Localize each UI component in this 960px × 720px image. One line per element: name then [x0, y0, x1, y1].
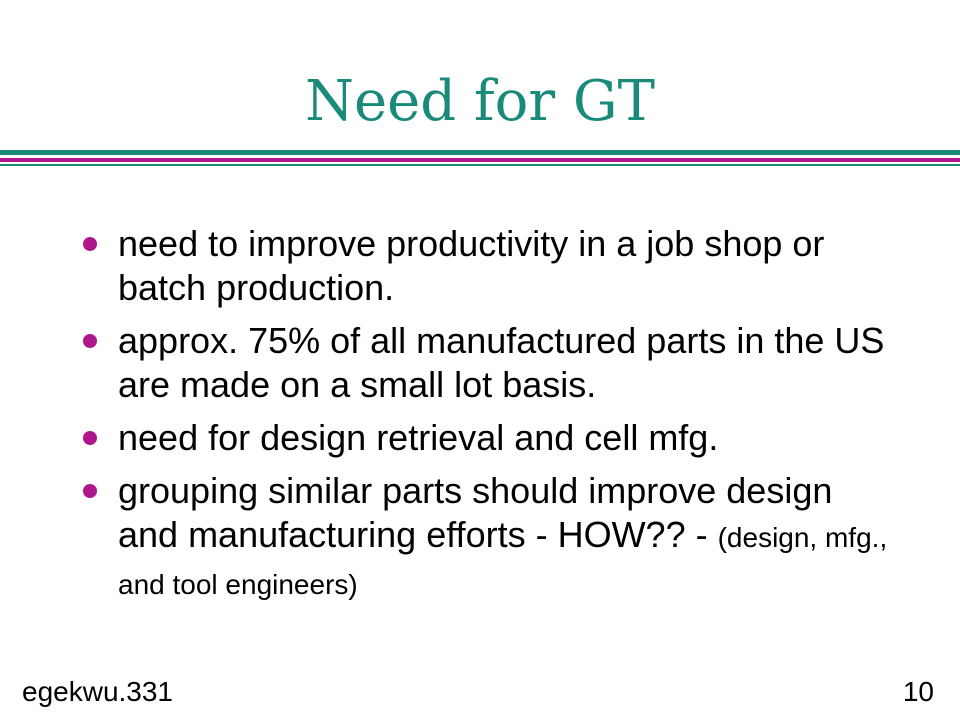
bullet-text: approx. 75% of all manufactured parts in the US are made on a small lot basis. [118, 320, 885, 405]
bullet-subtext: (design, mfg., and tool engineers) [118, 522, 888, 600]
slide-title: Need for GT [304, 69, 656, 134]
bullet-text: grouping similar parts should improve design and manufacturing efforts - HOW?? - [118, 470, 833, 555]
title-rule-bottom [0, 164, 960, 166]
bullet-text: need for design retrieval and cell mfg. [118, 417, 719, 458]
bullet-item [80, 416, 900, 460]
page-number: 10 [902, 676, 934, 707]
bullet-item [80, 469, 900, 607]
title-rule-top [0, 150, 960, 155]
bullet-text: need to improve productivity in a job shop or batch production. [118, 223, 825, 308]
bullet-list [80, 222, 900, 616]
bullet-dot-icon [83, 237, 97, 251]
bullet-dot-icon [83, 431, 97, 445]
bullet-dot-icon [83, 334, 97, 348]
bullet-item [80, 319, 900, 407]
bullet-item [80, 222, 900, 310]
bullet-dot-icon [83, 484, 97, 498]
title-rule-middle [0, 158, 960, 162]
footer-course-code: egekwu.331 [22, 676, 174, 707]
